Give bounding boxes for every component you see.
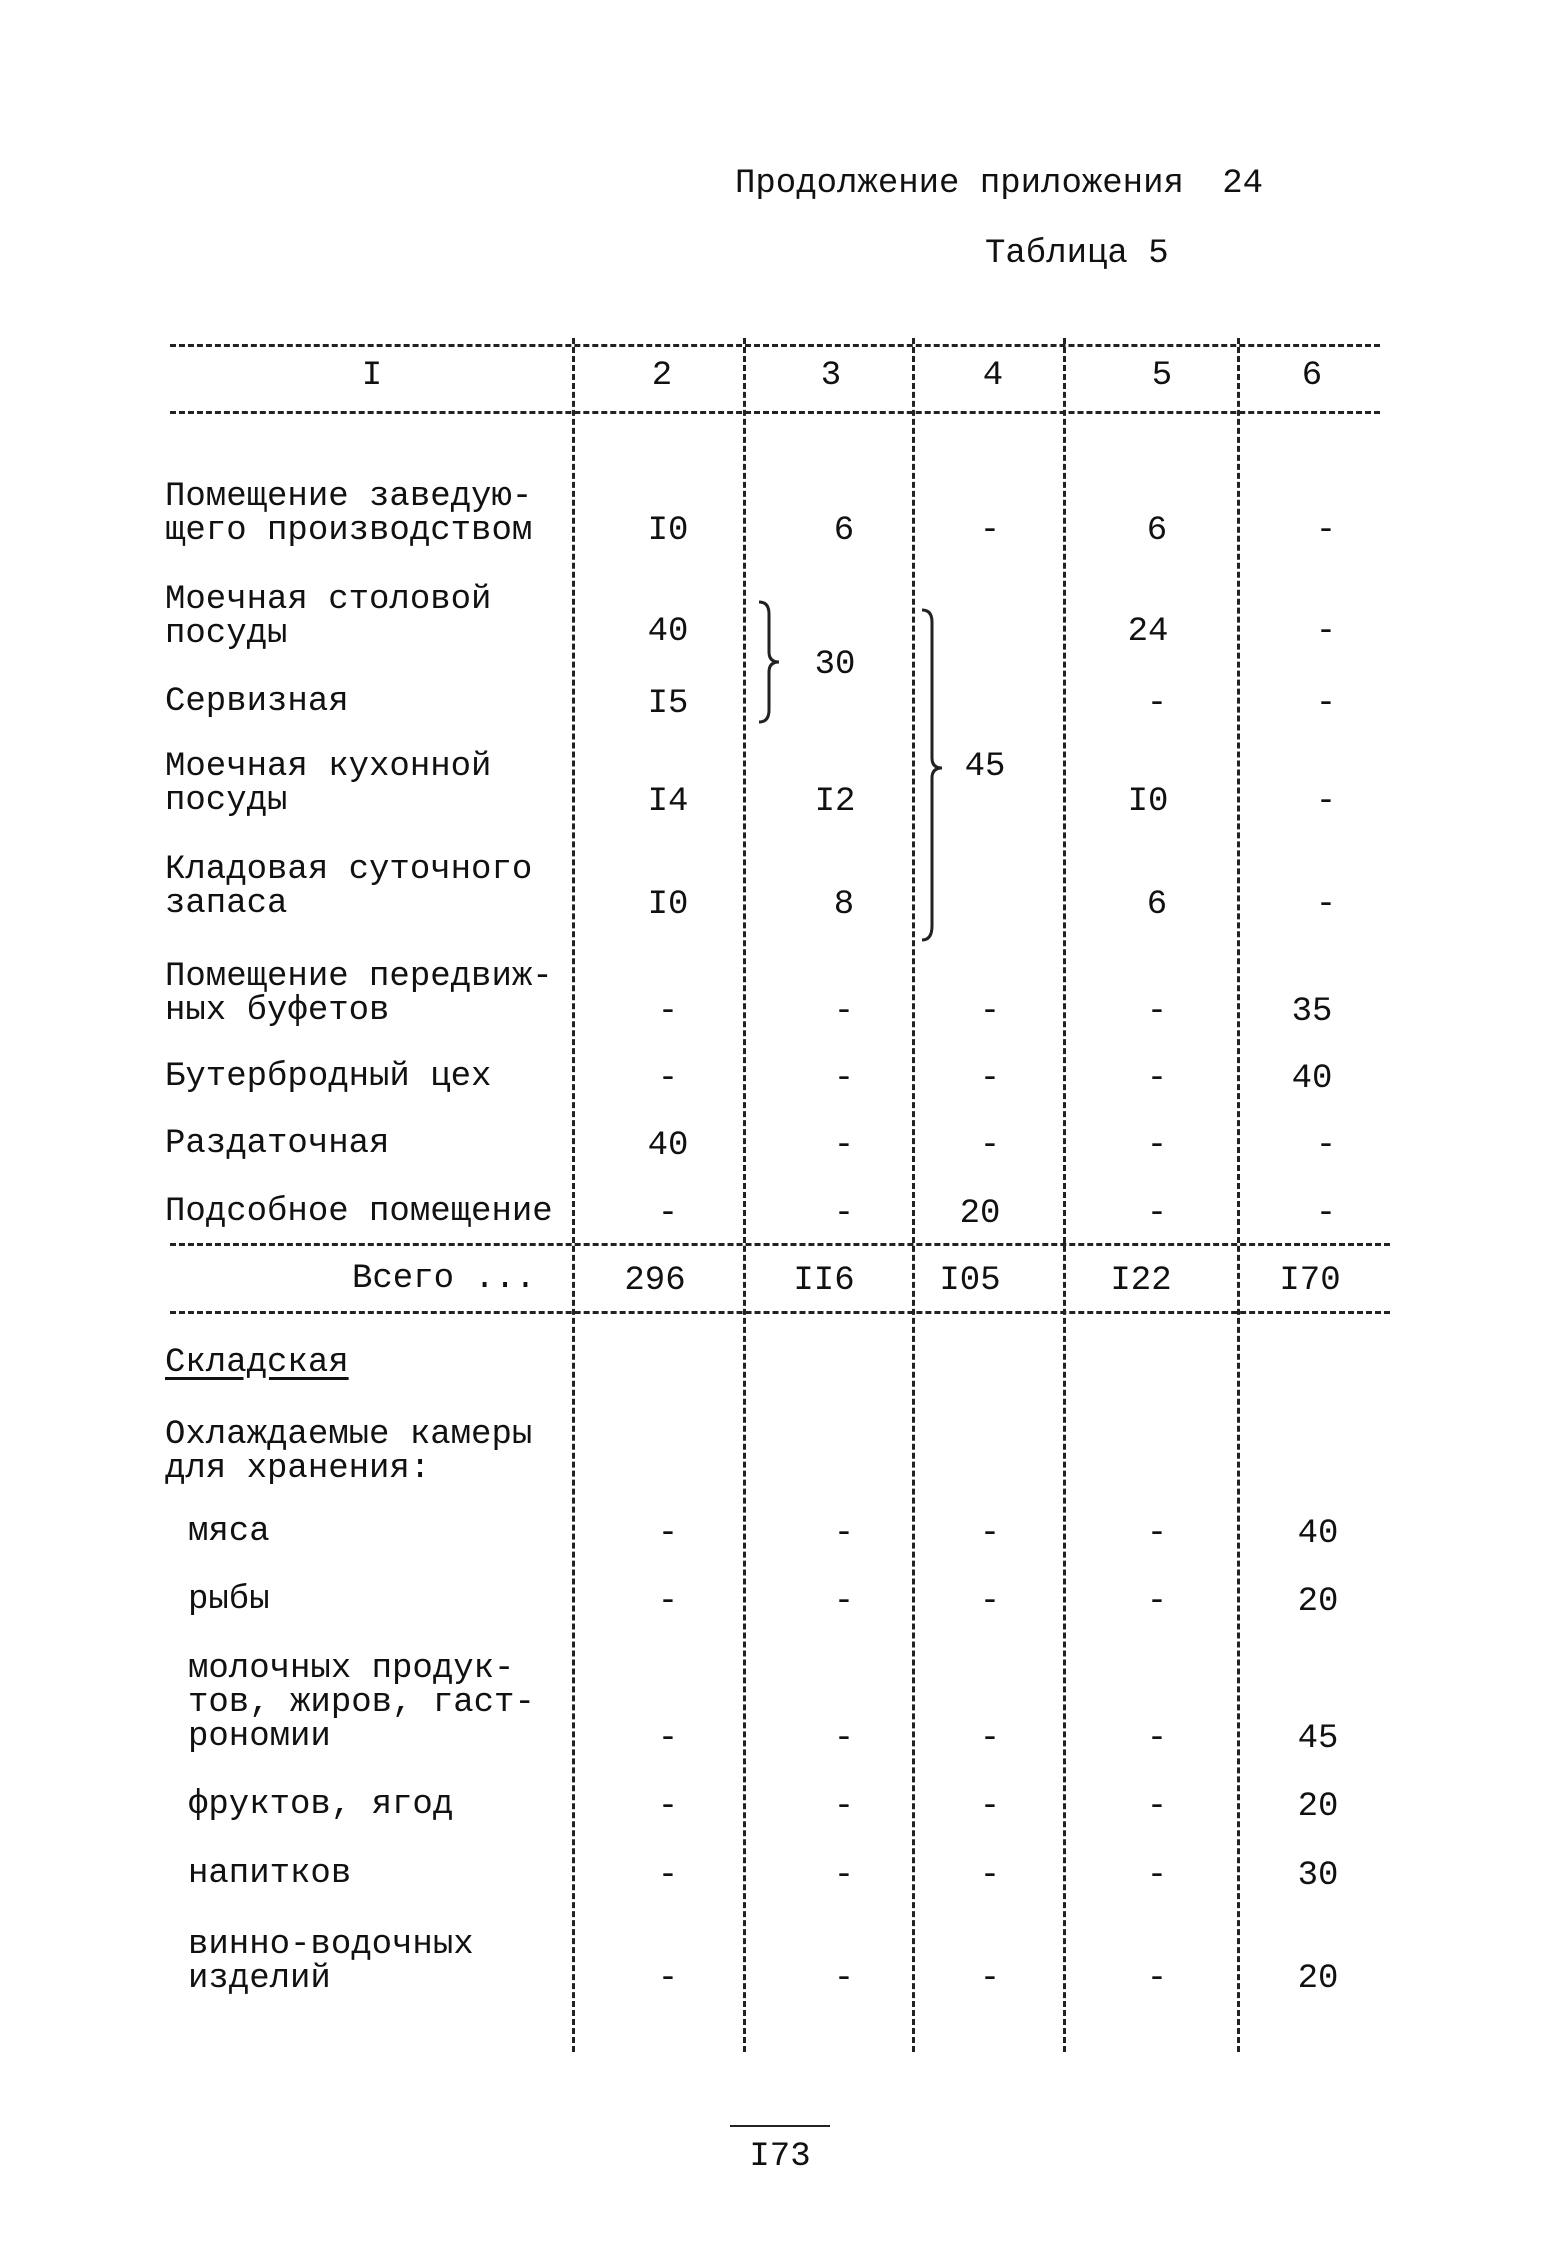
cell-r4-c6: - [1315,783,1337,821]
column-divider-2 [743,338,746,2052]
cell-r5-c3: 8 [833,886,855,924]
continuation-title [735,165,1263,203]
storage-r5-c5: - [1146,1857,1168,1895]
cell-r3-c5: - [1146,685,1168,723]
total-label: Всего ... [352,1260,536,1298]
storage-r6-c6: 20 [1297,1960,1339,1998]
cell-r1-c4: - [979,512,1001,550]
cell-r7-c4: - [979,1060,1001,1098]
storage-r2-c5: - [1146,1583,1168,1621]
cell-r1-c5: 6 [1146,512,1168,550]
cell-r2-c2: 40 [647,613,689,651]
cell-r6-c5: - [1146,993,1168,1031]
column-divider-3 [912,338,915,2052]
storage-r4-c6: 20 [1297,1788,1339,1826]
cell-r8-c3: - [833,1127,855,1165]
cell-r8-c6: - [1315,1127,1337,1165]
storage-r3-c5: - [1146,1720,1168,1758]
merged-col3-value: 30 [814,646,856,684]
storage-label-1: мяса [188,1513,270,1551]
storage-r2-c6: 20 [1297,1583,1339,1621]
storage-r2-c4: - [979,1583,1001,1621]
cell-r9-c3: - [833,1195,855,1233]
total-c2: 296 [624,1262,686,1300]
rule-under-header [170,411,1380,414]
cell-r9-c2: - [657,1195,679,1233]
rule-top [170,344,1380,347]
cell-r6-c3: - [833,993,855,1031]
total-c4: I05 [939,1262,1001,1300]
storage-label-3: молочных продук- тов, жиров, гаст- рономии [188,1650,535,1756]
cell-r2-c6: - [1315,613,1337,651]
storage-r1-c6: 40 [1297,1515,1339,1553]
storage-r1-c4: - [979,1515,1001,1553]
storage-r5-c2: - [657,1857,679,1895]
storage-r6-c4: - [979,1960,1001,1998]
cell-r1-c2: I0 [647,512,689,550]
cell-r6-c2: - [657,993,679,1031]
storage-r3-c3: - [833,1720,855,1758]
storage-r6-c3: - [833,1960,855,1998]
cell-r5-c5: 6 [1146,886,1168,924]
storage-r4-c2: - [657,1788,679,1826]
column-header-4: 4 [982,357,1004,395]
row-label-7: Бутербродный цех [165,1058,492,1096]
row-label-4: Моечная кухонной посуды [165,748,492,820]
cell-r4-c5: I0 [1127,783,1169,821]
cell-r9-c5: - [1146,1195,1168,1233]
cell-r7-c3: - [833,1060,855,1098]
total-c5: I22 [1110,1262,1172,1300]
cell-r4-c2: I4 [647,783,689,821]
storage-r4-c5: - [1146,1788,1168,1826]
storage-label-5: напитков [188,1855,352,1893]
row-label-5: Кладовая суточного запаса [165,851,533,923]
column-divider-5 [1237,338,1240,2052]
total-c3: II6 [793,1262,855,1300]
cell-r4-c3: I2 [814,783,856,821]
storage-r4-c3: - [833,1788,855,1826]
storage-label-6: винно-водочных изделий [188,1926,474,1998]
page-number: I73 [749,2138,811,2176]
storage-r5-c6: 30 [1297,1857,1339,1895]
column-header-1: I [361,357,383,395]
section-title-storage: Складская [165,1344,349,1382]
column-header-2: 2 [651,357,673,395]
storage-label-2: рыбы [188,1581,270,1619]
row-label-2: Моечная столовой посуды [165,581,492,653]
storage-r3-c2: - [657,1720,679,1758]
storage-r3-c6: 45 [1297,1720,1339,1758]
cell-r1-c3: 6 [833,512,855,550]
storage-r6-c2: - [657,1960,679,1998]
cell-r5-c2: I0 [647,886,689,924]
appendix-number: 24 [1222,165,1264,203]
row-label-6: Помещение передвиж- ных буфетов [165,958,553,1030]
rule-below-total [170,1311,1390,1314]
cell-r8-c2: 40 [647,1127,689,1165]
cell-r8-c5: - [1146,1127,1168,1165]
merged-col4-value: 45 [964,748,1006,786]
cell-r7-c5: - [1146,1060,1168,1098]
storage-r2-c2: - [657,1583,679,1621]
storage-r1-c2: - [657,1515,679,1553]
table-title: Таблица 5 [985,235,1169,273]
cell-r7-c2: - [657,1060,679,1098]
cell-r1-c6: - [1315,512,1337,550]
page-number-rule [730,2125,830,2127]
continuation-text: Продолжение приложения [735,165,1184,203]
column-header-3: 3 [820,357,842,395]
section-intro: Охлаждаемые камеры для хранения: [165,1416,533,1488]
row-label-9: Подсобное помещение [165,1193,553,1231]
cell-r3-c2: I5 [647,685,689,723]
cell-r6-c4: - [979,993,1001,1031]
row-label-8: Раздаточная [165,1125,390,1163]
cell-r8-c4: - [979,1127,1001,1165]
storage-r5-c3: - [833,1857,855,1895]
column-header-5: 5 [1151,357,1173,395]
cell-r3-c6: - [1315,685,1337,723]
cell-r9-c6: - [1315,1195,1337,1233]
column-header-6: 6 [1301,357,1323,395]
cell-r2-c5: 24 [1127,613,1169,651]
cell-r6-c6: 35 [1291,993,1333,1031]
storage-label-4: фруктов, ягод [188,1786,454,1824]
storage-r4-c4: - [979,1788,1001,1826]
cell-r9-c4: 20 [959,1195,1001,1233]
total-c6: I70 [1279,1262,1341,1300]
storage-r5-c4: - [979,1857,1001,1895]
column-divider-1 [572,338,575,2052]
column-divider-4 [1063,338,1066,2052]
cell-r7-c6: 40 [1291,1060,1333,1098]
storage-r2-c3: - [833,1583,855,1621]
rule-above-total [170,1243,1390,1246]
cell-r5-c6: - [1315,886,1337,924]
storage-r3-c4: - [979,1720,1001,1758]
row-label-3: Сервизная [165,683,349,721]
row-label-1: Помещение заведую- щего производством [165,478,533,550]
storage-r1-c3: - [833,1515,855,1553]
storage-r6-c5: - [1146,1960,1168,1998]
storage-r1-c5: - [1146,1515,1168,1553]
